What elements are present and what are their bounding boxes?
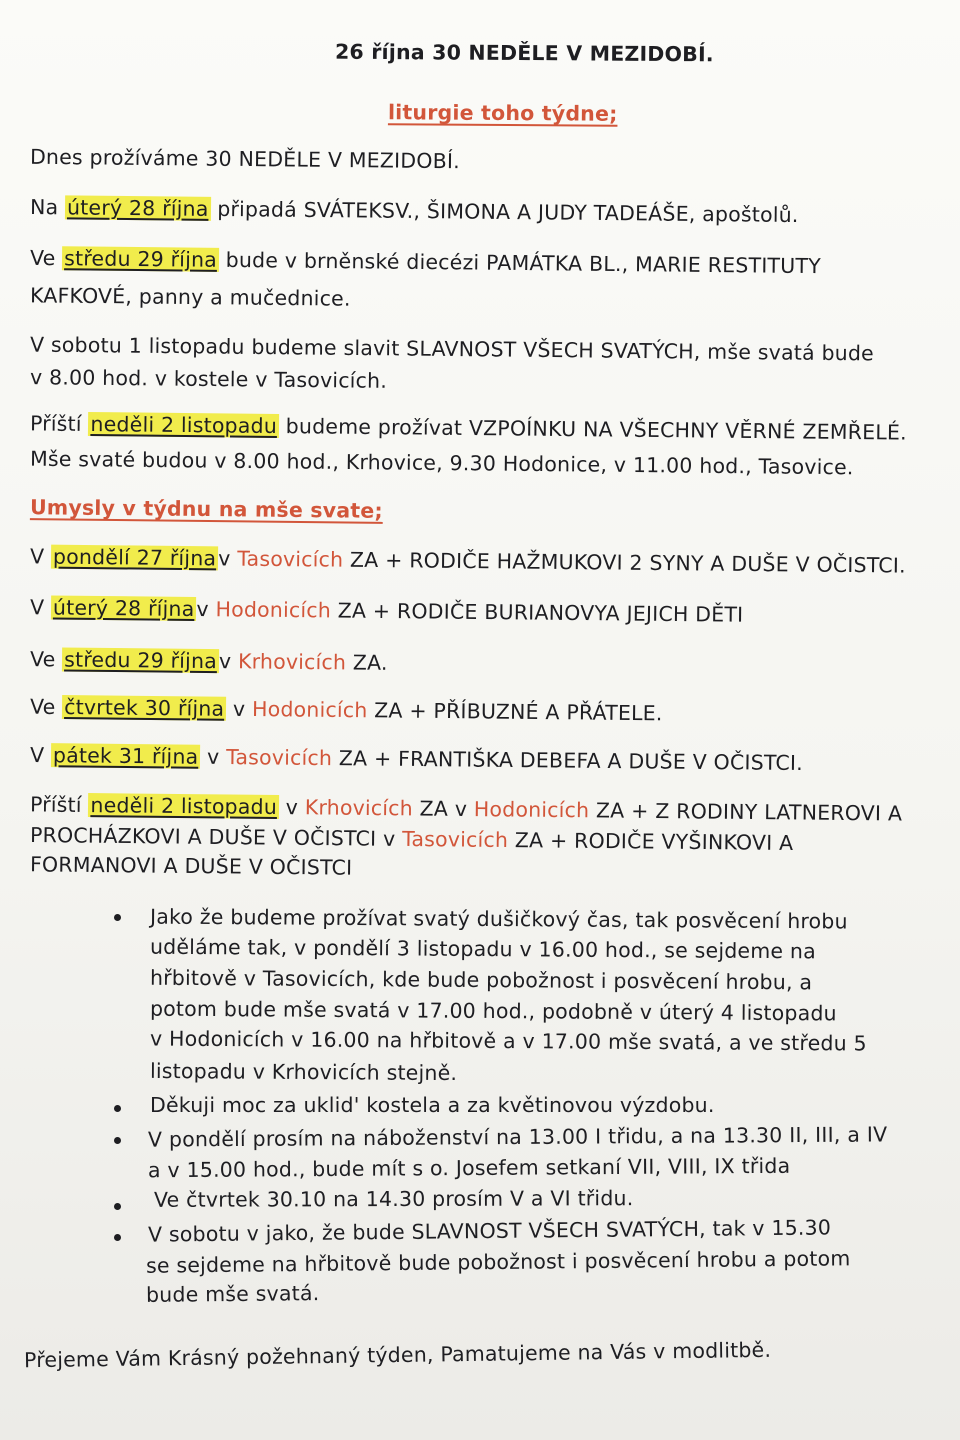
- intentions-heading: Umysly v týdnu na mše svate;: [29, 495, 383, 523]
- liturgy-line-3-prefix: Ve: [29, 245, 56, 271]
- liturgy-line-3-text: bude v brněnské diecézi PAMÁTKA BL., MARIE RESTITUTY: [225, 247, 822, 279]
- notice-5-line-1: V sobotu v jako, že bude SLAVNOST VŠECH SVATÝCH, tak v 15.30: [147, 1215, 832, 1247]
- liturgy-line-5-cont: Mše svaté budou v 8.00 hod., Krhovice, 9.30 Hodonice, v 11.00 hod., Tasovice.: [29, 446, 854, 480]
- bullet-dot: [114, 1105, 121, 1112]
- intention-row-4: [30, 694, 663, 728]
- date-highlight: neděli 2 listopadu: [90, 793, 278, 820]
- closing-greeting: Přejeme Vám Krásný požehnaný týden, Pamatujeme na Vás v modlitbě.: [23, 1337, 772, 1373]
- intention-row-1: [30, 543, 906, 579]
- notice-1-line-6: listopadu v Krhovicích stejně.: [149, 1058, 458, 1086]
- intention-za: ZA v: [419, 796, 468, 822]
- intention-text: PROCHÁZKOVI A DUŠE V OČISTCI v: [29, 823, 396, 851]
- intention-text: ZA + FRANTIŠKA DEBEFA A DUŠE V OČISTCI.: [338, 746, 804, 776]
- date-highlight: středu 29 října: [64, 246, 218, 272]
- place-name: Tasovicích: [237, 546, 344, 572]
- notice-3-line-2: a v 15.00 hod., bude mít s o. Josefem setkaní VII, VIII, IX třida: [147, 1153, 791, 1183]
- notice-5-line-2: se sejdeme na hřbitově bude pobožnost i posvěcení hrobu a potom: [145, 1246, 851, 1278]
- liturgy-line-3: [30, 245, 821, 280]
- intention-v: v: [196, 597, 209, 622]
- date-highlight: pátek 31 října: [52, 743, 199, 769]
- notice-4: Ve čtvrtek 30.10 na 14.30 prosím V a VI třidu.: [153, 1186, 634, 1212]
- intention-v: v: [218, 649, 232, 674]
- intention-text: ZA + RODIČE BURIANOVYA JEJICH DĚTI: [337, 598, 744, 627]
- intention-prefix: V: [29, 544, 45, 569]
- intention-row-6-line-3: FORMANOVI A DUŠE V OČISTCI: [29, 852, 353, 880]
- liturgy-line-3-cont: KAFKOVÉ, panny a mučednice.: [29, 283, 351, 311]
- notice-5-line-3: bude mše svatá.: [145, 1281, 320, 1307]
- place-name: Hodonicích: [215, 597, 332, 623]
- liturgy-line-5-text: budeme prožívat VZPOÍNKU NA VŠECHNY VĚRNÉ ZEMŘELÉ.: [285, 414, 907, 445]
- intention-text: ZA + Z RODINY LATNEROVI A: [595, 798, 903, 826]
- liturgy-line-4a: V sobotu 1 listopadu budeme slavit SLAVNOST VŠECH SVATÝCH, mše svatá bude: [29, 332, 875, 366]
- date-highlight: neděli 2 listopadu: [90, 412, 278, 438]
- notice-1-line-2: uděláme tak, v pondělí 3 listopadu v 16.00 hod., se sejdeme na: [149, 934, 817, 964]
- liturgy-line-2-prefix: Na: [29, 194, 59, 220]
- notice-2: Děkuji moc za uklid' kostela a za květinovou výzdobu.: [150, 1093, 715, 1117]
- liturgy-line-4b: v 8.00 hod. v kostele v Tasovicích.: [29, 365, 388, 393]
- place-name: Tasovicích: [402, 826, 509, 853]
- intention-row-3: [30, 646, 388, 677]
- intention-prefix: Ve: [29, 694, 56, 719]
- intention-text: ZA.: [352, 650, 388, 675]
- bullet-dot: [114, 1137, 121, 1144]
- intention-v: v: [285, 795, 299, 820]
- intention-prefix: V: [29, 742, 45, 768]
- intention-row-6: [30, 791, 902, 827]
- intention-text: ZA + PŘÍBUZNÉ A PŘÁTELE.: [374, 698, 663, 726]
- date-highlight: úterý 28 října: [52, 595, 195, 621]
- bullet-dot: [114, 1203, 121, 1210]
- date-highlight: čtvrtek 30 října: [64, 695, 225, 721]
- date-highlight: středu 29 října: [64, 647, 218, 674]
- intention-v: v: [218, 546, 231, 571]
- intention-row-5: [30, 742, 803, 777]
- intention-prefix: Příští: [29, 792, 82, 817]
- liturgy-line-1: Dnes prožíváme 30 NEDĚLE V MEZIDOBÍ.: [29, 144, 461, 174]
- intention-row-2: [30, 594, 744, 628]
- intention-v: v: [232, 696, 246, 721]
- intention-prefix: Ve: [29, 647, 56, 672]
- date-highlight: úterý 28 října: [66, 195, 209, 221]
- liturgy-line-5: [30, 410, 907, 446]
- place-name: Krhovicích: [237, 649, 347, 675]
- date-highlight: pondělí 27 října: [52, 544, 217, 571]
- place-name: Hodonicích: [251, 697, 368, 723]
- notice-1-line-1: Jako že budeme prožívat svatý dušičkový čas, tak posvěcení hrobu: [149, 904, 848, 934]
- place-name: Krhovicích: [304, 795, 414, 821]
- bullet-dot: [114, 914, 121, 921]
- notice-1-line-5: v Hodonicích v 16.00 na hřbitově a v 17.00 mše svatá, a ve středu 5: [149, 1026, 867, 1056]
- page-title: 26 října 30 NEDĚLE V MEZIDOBÍ.: [334, 39, 714, 67]
- intention-v: v: [206, 744, 220, 769]
- place-name: Hodonicích: [473, 797, 590, 823]
- bullet-dot: [114, 1234, 121, 1241]
- intention-text: ZA + RODIČE HAŽMUKOVI 2 SYNY A DUŠE V OČISTCI.: [349, 547, 906, 578]
- notice-3-line-1: V pondělí prosím na náboženství na 13.00 I třidu, a na 13.30 II, III, a IV: [147, 1122, 888, 1152]
- intention-prefix: V: [29, 595, 45, 620]
- intention-text: ZA + RODIČE VYŠINKOVI A: [514, 828, 794, 855]
- liturgy-line-2: [30, 194, 799, 229]
- liturgy-line-2-text: připadá SVÁTEKSV., ŠIMONA A JUDY TADEÁŠE, apoštolů.: [217, 196, 799, 228]
- notice-1-line-3: hřbitově v Tasovicích, kde bude pobožnost i posvěcení hrobu, a: [149, 965, 813, 995]
- notice-1-line-4: potom bude mše svatá v 17.00 hod., podobně v úterý 4 listopadu: [149, 996, 837, 1026]
- place-name: Tasovicích: [226, 745, 333, 771]
- liturgy-line-5-prefix: Příští: [29, 411, 82, 436]
- liturgy-heading: liturgie toho týdne;: [387, 100, 618, 126]
